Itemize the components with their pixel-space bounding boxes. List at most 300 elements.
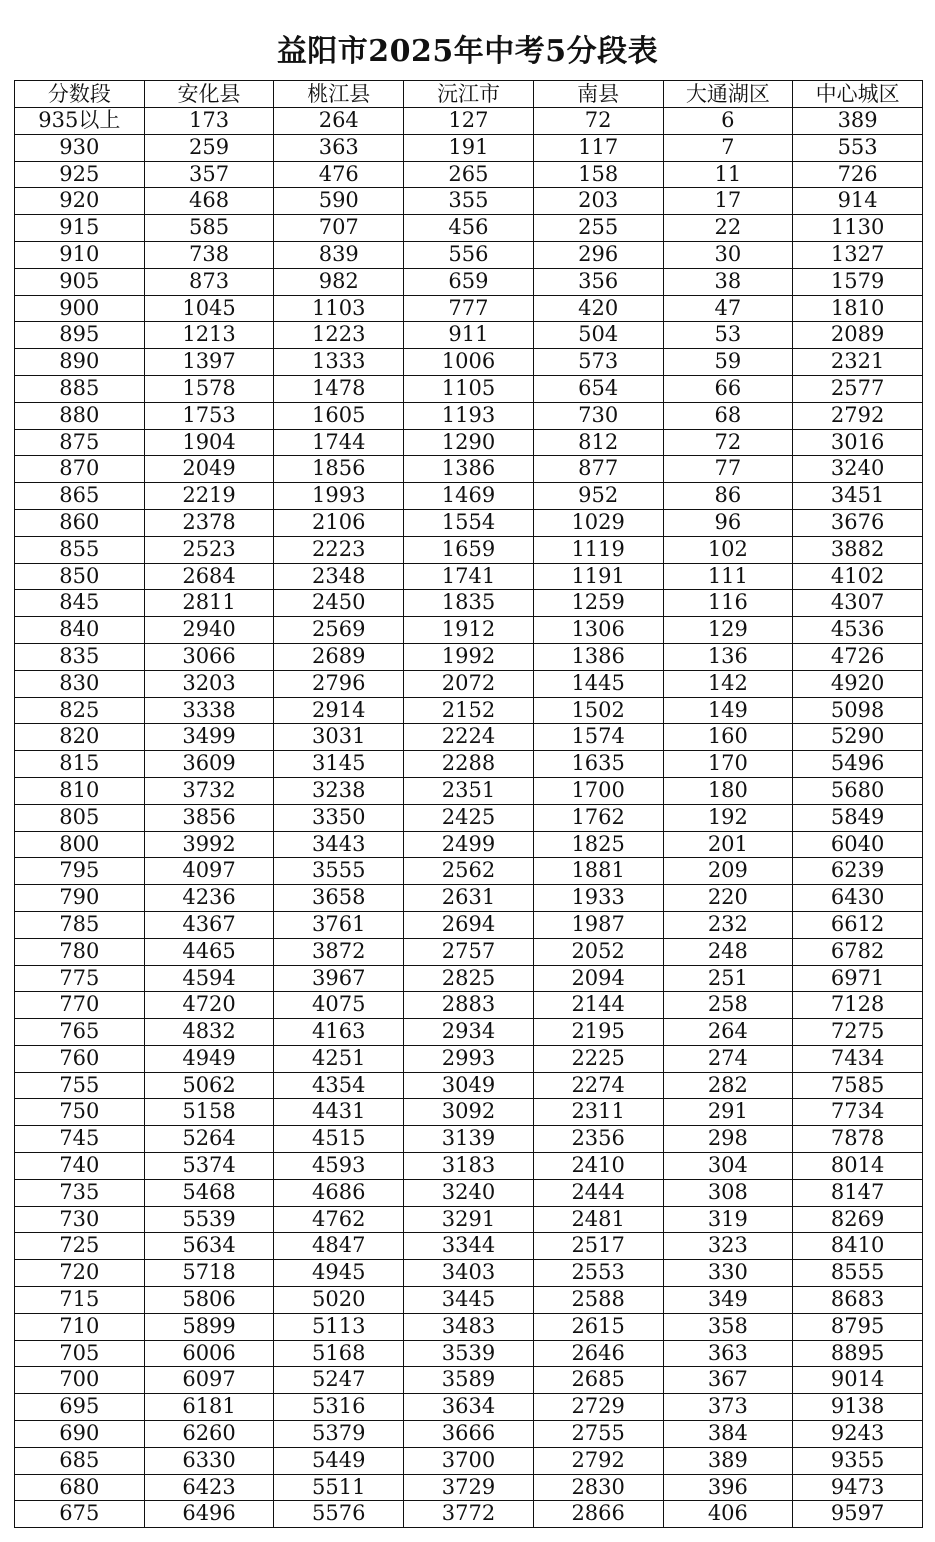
count-cell: 4720: [144, 992, 274, 1019]
count-cell: 4236: [144, 885, 274, 912]
count-cell: 2052: [533, 938, 663, 965]
count-cell: 726: [793, 161, 923, 188]
document-title: 益阳市2025年中考5分段表: [276, 34, 659, 69]
score-band-cell: 695: [15, 1394, 145, 1421]
table-row: [15, 965, 923, 992]
count-cell: 96: [663, 509, 793, 536]
table-row: [15, 322, 923, 349]
count-cell: 6971: [793, 965, 923, 992]
score-band-cell: 905: [15, 268, 145, 295]
count-cell: 3291: [404, 1206, 534, 1233]
count-cell: 323: [663, 1233, 793, 1260]
count-cell: 2378: [144, 509, 274, 536]
column-header: 安化县: [144, 81, 274, 108]
count-cell: 877: [533, 456, 663, 483]
count-cell: 358: [663, 1313, 793, 1340]
score-band-cell: 755: [15, 1072, 145, 1099]
count-cell: 1469: [404, 483, 534, 510]
count-cell: 274: [663, 1045, 793, 1072]
count-cell: 777: [404, 295, 534, 322]
count-cell: 8014: [793, 1153, 923, 1180]
score-band-cell: 725: [15, 1233, 145, 1260]
count-cell: 4536: [793, 617, 923, 644]
count-cell: 5468: [144, 1179, 274, 1206]
count-cell: 47: [663, 295, 793, 322]
score-band-cell: 895: [15, 322, 145, 349]
count-cell: 384: [663, 1421, 793, 1448]
count-cell: 173: [144, 108, 274, 135]
count-cell: 2089: [793, 322, 923, 349]
count-cell: 7128: [793, 992, 923, 1019]
table-row: [15, 697, 923, 724]
count-cell: 1223: [274, 322, 404, 349]
count-cell: 8795: [793, 1313, 923, 1340]
score-band-cell: 710: [15, 1313, 145, 1340]
count-cell: 9597: [793, 1501, 923, 1528]
score-band-cell: 735: [15, 1179, 145, 1206]
table-row: [15, 1260, 923, 1287]
count-cell: 2830: [533, 1474, 663, 1501]
count-cell: 3338: [144, 697, 274, 724]
score-band-cell: 675: [15, 1501, 145, 1528]
count-cell: 3031: [274, 724, 404, 751]
count-cell: 30: [663, 241, 793, 268]
count-cell: 102: [663, 536, 793, 563]
count-cell: 191: [404, 134, 534, 161]
count-cell: 4726: [793, 643, 923, 670]
table-row: [15, 1045, 923, 1072]
table-row: [15, 161, 923, 188]
count-cell: 3344: [404, 1233, 534, 1260]
count-cell: 319: [663, 1206, 793, 1233]
count-cell: 5496: [793, 751, 923, 778]
count-cell: 6040: [793, 831, 923, 858]
count-cell: 389: [793, 108, 923, 135]
count-cell: 127: [404, 108, 534, 135]
count-cell: 2577: [793, 375, 923, 402]
count-cell: 1987: [533, 911, 663, 938]
count-cell: 2694: [404, 911, 534, 938]
count-cell: 3729: [404, 1474, 534, 1501]
score-band-cell: 770: [15, 992, 145, 1019]
count-cell: 3539: [404, 1340, 534, 1367]
count-cell: 2425: [404, 804, 534, 831]
count-cell: 914: [793, 188, 923, 215]
table-row: [15, 1099, 923, 1126]
count-cell: 2757: [404, 938, 534, 965]
count-cell: 573: [533, 349, 663, 376]
count-cell: 4075: [274, 992, 404, 1019]
count-cell: 1578: [144, 375, 274, 402]
count-cell: 5511: [274, 1474, 404, 1501]
count-cell: 170: [663, 751, 793, 778]
count-cell: 1881: [533, 858, 663, 885]
count-cell: 1006: [404, 349, 534, 376]
count-cell: 553: [793, 134, 923, 161]
count-cell: 1327: [793, 241, 923, 268]
count-cell: 585: [144, 215, 274, 242]
count-cell: 2914: [274, 697, 404, 724]
count-cell: 1502: [533, 697, 663, 724]
score-band-cell: 805: [15, 804, 145, 831]
table-row: [15, 911, 923, 938]
count-cell: 2356: [533, 1126, 663, 1153]
count-cell: 160: [663, 724, 793, 751]
count-cell: 3658: [274, 885, 404, 912]
count-cell: 7878: [793, 1126, 923, 1153]
count-cell: 5806: [144, 1287, 274, 1314]
count-cell: 9473: [793, 1474, 923, 1501]
table-row: [15, 108, 923, 135]
score-band-cell: 745: [15, 1126, 145, 1153]
count-cell: 3872: [274, 938, 404, 965]
table-row: [15, 1421, 923, 1448]
count-cell: 952: [533, 483, 663, 510]
count-cell: 357: [144, 161, 274, 188]
count-cell: 6006: [144, 1340, 274, 1367]
count-cell: 2729: [533, 1394, 663, 1421]
count-cell: 2553: [533, 1260, 663, 1287]
count-cell: 3445: [404, 1287, 534, 1314]
count-cell: 5634: [144, 1233, 274, 1260]
count-cell: 2348: [274, 563, 404, 590]
table-row: [15, 295, 923, 322]
score-band-cell: 705: [15, 1340, 145, 1367]
count-cell: 4515: [274, 1126, 404, 1153]
count-cell: 6239: [793, 858, 923, 885]
count-cell: 349: [663, 1287, 793, 1314]
count-cell: 4102: [793, 563, 923, 590]
count-cell: 149: [663, 697, 793, 724]
score-band-cell: 865: [15, 483, 145, 510]
count-cell: 1259: [533, 590, 663, 617]
count-cell: 9355: [793, 1447, 923, 1474]
count-cell: 3555: [274, 858, 404, 885]
score-band-cell: 850: [15, 563, 145, 590]
count-cell: 3992: [144, 831, 274, 858]
count-cell: 2499: [404, 831, 534, 858]
count-cell: 396: [663, 1474, 793, 1501]
count-cell: 2152: [404, 697, 534, 724]
count-cell: 5247: [274, 1367, 404, 1394]
count-cell: 265: [404, 161, 534, 188]
count-cell: 9138: [793, 1394, 923, 1421]
table-body: [15, 108, 923, 1528]
count-cell: 5449: [274, 1447, 404, 1474]
count-cell: 556: [404, 241, 534, 268]
table-row: [15, 483, 923, 510]
score-band-cell: 680: [15, 1474, 145, 1501]
count-cell: 911: [404, 322, 534, 349]
count-cell: 4945: [274, 1260, 404, 1287]
count-cell: 53: [663, 322, 793, 349]
score-band-cell: 840: [15, 617, 145, 644]
count-cell: 7434: [793, 1045, 923, 1072]
count-cell: 7275: [793, 1019, 923, 1046]
table-row: [15, 643, 923, 670]
count-cell: 1835: [404, 590, 534, 617]
count-cell: 3145: [274, 751, 404, 778]
count-cell: 5020: [274, 1287, 404, 1314]
score-band-cell: 825: [15, 697, 145, 724]
table-row: [15, 1153, 923, 1180]
count-cell: 2562: [404, 858, 534, 885]
count-cell: 4431: [274, 1099, 404, 1126]
count-cell: 1659: [404, 536, 534, 563]
count-cell: 192: [663, 804, 793, 831]
count-cell: 468: [144, 188, 274, 215]
table-row: [15, 670, 923, 697]
count-cell: 6330: [144, 1447, 274, 1474]
count-cell: 6496: [144, 1501, 274, 1528]
table-row: [15, 1501, 923, 1528]
count-cell: 1105: [404, 375, 534, 402]
count-cell: 4097: [144, 858, 274, 885]
table-row: [15, 885, 923, 912]
score-band-cell: 900: [15, 295, 145, 322]
count-cell: 251: [663, 965, 793, 992]
count-cell: 1445: [533, 670, 663, 697]
count-cell: 1605: [274, 402, 404, 429]
table-header: [15, 81, 923, 108]
count-cell: 2288: [404, 751, 534, 778]
score-band-cell: 860: [15, 509, 145, 536]
table-row: [15, 1474, 923, 1501]
score-band-cell: 890: [15, 349, 145, 376]
count-cell: 476: [274, 161, 404, 188]
count-cell: 5098: [793, 697, 923, 724]
score-band-cell: 880: [15, 402, 145, 429]
count-cell: 3350: [274, 804, 404, 831]
count-cell: 129: [663, 617, 793, 644]
table-row: [15, 1447, 923, 1474]
score-band-cell: 730: [15, 1206, 145, 1233]
count-cell: 6: [663, 108, 793, 135]
header-row: [15, 81, 923, 108]
count-cell: 2866: [533, 1501, 663, 1528]
score-band-cell: 925: [15, 161, 145, 188]
count-cell: 356: [533, 268, 663, 295]
count-cell: 355: [404, 188, 534, 215]
count-cell: 180: [663, 777, 793, 804]
count-cell: 3882: [793, 536, 923, 563]
count-cell: 373: [663, 1394, 793, 1421]
score-band-cell: 775: [15, 965, 145, 992]
count-cell: 1478: [274, 375, 404, 402]
count-cell: 8683: [793, 1287, 923, 1314]
count-cell: 5899: [144, 1313, 274, 1340]
count-cell: 9243: [793, 1421, 923, 1448]
count-cell: 255: [533, 215, 663, 242]
count-cell: 6181: [144, 1394, 274, 1421]
count-cell: 4465: [144, 938, 274, 965]
count-cell: 3732: [144, 777, 274, 804]
score-distribution-table: [14, 80, 923, 1528]
count-cell: 5290: [793, 724, 923, 751]
count-cell: 6782: [793, 938, 923, 965]
count-cell: 406: [663, 1501, 793, 1528]
count-cell: 298: [663, 1126, 793, 1153]
count-cell: 203: [533, 188, 663, 215]
count-cell: 1904: [144, 429, 274, 456]
count-cell: 389: [663, 1447, 793, 1474]
count-cell: 4762: [274, 1206, 404, 1233]
count-cell: 1554: [404, 509, 534, 536]
table-row: [15, 938, 923, 965]
count-cell: 5062: [144, 1072, 274, 1099]
count-cell: 1397: [144, 349, 274, 376]
table-row: [15, 134, 923, 161]
table-row: [15, 992, 923, 1019]
count-cell: 2106: [274, 509, 404, 536]
count-cell: 2689: [274, 643, 404, 670]
count-cell: 5168: [274, 1340, 404, 1367]
count-cell: 136: [663, 643, 793, 670]
column-header: 桃江县: [274, 81, 404, 108]
count-cell: 5264: [144, 1126, 274, 1153]
count-cell: 2311: [533, 1099, 663, 1126]
score-band-cell: 855: [15, 536, 145, 563]
score-band-cell: 795: [15, 858, 145, 885]
score-band-cell: 810: [15, 777, 145, 804]
table-row: [15, 429, 923, 456]
count-cell: 707: [274, 215, 404, 242]
count-cell: 5539: [144, 1206, 274, 1233]
count-cell: 7585: [793, 1072, 923, 1099]
count-cell: 1933: [533, 885, 663, 912]
count-cell: 4686: [274, 1179, 404, 1206]
count-cell: 4920: [793, 670, 923, 697]
table-row: [15, 1019, 923, 1046]
count-cell: 3139: [404, 1126, 534, 1153]
count-cell: 812: [533, 429, 663, 456]
count-cell: 5374: [144, 1153, 274, 1180]
score-band-cell: 780: [15, 938, 145, 965]
table-row: [15, 215, 923, 242]
count-cell: 1119: [533, 536, 663, 563]
count-cell: 1130: [793, 215, 923, 242]
count-cell: 1386: [404, 456, 534, 483]
count-cell: 9014: [793, 1367, 923, 1394]
table-row: [15, 831, 923, 858]
count-cell: 3967: [274, 965, 404, 992]
count-cell: 2684: [144, 563, 274, 590]
count-cell: 3483: [404, 1313, 534, 1340]
count-cell: 3016: [793, 429, 923, 456]
count-cell: 3238: [274, 777, 404, 804]
count-cell: 2094: [533, 965, 663, 992]
count-cell: 17: [663, 188, 793, 215]
count-cell: 1744: [274, 429, 404, 456]
count-cell: 1213: [144, 322, 274, 349]
count-cell: 5316: [274, 1394, 404, 1421]
count-cell: 1045: [144, 295, 274, 322]
count-cell: 3240: [404, 1179, 534, 1206]
count-cell: 304: [663, 1153, 793, 1180]
score-band-cell: 820: [15, 724, 145, 751]
score-band-cell: 920: [15, 188, 145, 215]
count-cell: 2321: [793, 349, 923, 376]
count-cell: 4832: [144, 1019, 274, 1046]
score-band-cell: 870: [15, 456, 145, 483]
count-cell: 2811: [144, 590, 274, 617]
count-cell: 420: [533, 295, 663, 322]
count-cell: 6423: [144, 1474, 274, 1501]
table-row: [15, 724, 923, 751]
count-cell: 6430: [793, 885, 923, 912]
count-cell: 142: [663, 670, 793, 697]
score-band-cell: 875: [15, 429, 145, 456]
count-cell: 2223: [274, 536, 404, 563]
count-cell: 2646: [533, 1340, 663, 1367]
count-cell: 1290: [404, 429, 534, 456]
count-cell: 5379: [274, 1421, 404, 1448]
score-band-cell: 700: [15, 1367, 145, 1394]
table-row: [15, 509, 923, 536]
table-row: [15, 1287, 923, 1314]
count-cell: 367: [663, 1367, 793, 1394]
count-cell: 8269: [793, 1206, 923, 1233]
count-cell: 3634: [404, 1394, 534, 1421]
count-cell: 4949: [144, 1045, 274, 1072]
count-cell: 158: [533, 161, 663, 188]
count-cell: 2444: [533, 1179, 663, 1206]
count-cell: 5680: [793, 777, 923, 804]
count-cell: 2072: [404, 670, 534, 697]
count-cell: 5158: [144, 1099, 274, 1126]
count-cell: 6612: [793, 911, 923, 938]
score-band-cell: 915: [15, 215, 145, 242]
count-cell: 2796: [274, 670, 404, 697]
count-cell: 2631: [404, 885, 534, 912]
count-cell: 2195: [533, 1019, 663, 1046]
table-row: [15, 375, 923, 402]
count-cell: 2934: [404, 1019, 534, 1046]
count-cell: 6260: [144, 1421, 274, 1448]
count-cell: 1741: [404, 563, 534, 590]
count-cell: 1635: [533, 751, 663, 778]
table-row: [15, 241, 923, 268]
count-cell: 330: [663, 1260, 793, 1287]
table-row: [15, 1394, 923, 1421]
count-cell: 2225: [533, 1045, 663, 1072]
count-cell: 2481: [533, 1206, 663, 1233]
count-cell: 2274: [533, 1072, 663, 1099]
count-cell: 1825: [533, 831, 663, 858]
count-cell: 1912: [404, 617, 534, 644]
count-cell: 6097: [144, 1367, 274, 1394]
count-cell: 5718: [144, 1260, 274, 1287]
table-row: [15, 751, 923, 778]
count-cell: 590: [274, 188, 404, 215]
count-cell: 1856: [274, 456, 404, 483]
count-cell: 4354: [274, 1072, 404, 1099]
count-cell: 982: [274, 268, 404, 295]
count-cell: 8555: [793, 1260, 923, 1287]
count-cell: 232: [663, 911, 793, 938]
count-cell: 2755: [533, 1421, 663, 1448]
count-cell: 86: [663, 483, 793, 510]
table-row: [15, 1233, 923, 1260]
count-cell: 1103: [274, 295, 404, 322]
count-cell: 363: [274, 134, 404, 161]
count-cell: 8895: [793, 1340, 923, 1367]
count-cell: 363: [663, 1340, 793, 1367]
count-cell: 1193: [404, 402, 534, 429]
score-band-cell: 765: [15, 1019, 145, 1046]
count-cell: 3066: [144, 643, 274, 670]
score-band-cell: 845: [15, 590, 145, 617]
